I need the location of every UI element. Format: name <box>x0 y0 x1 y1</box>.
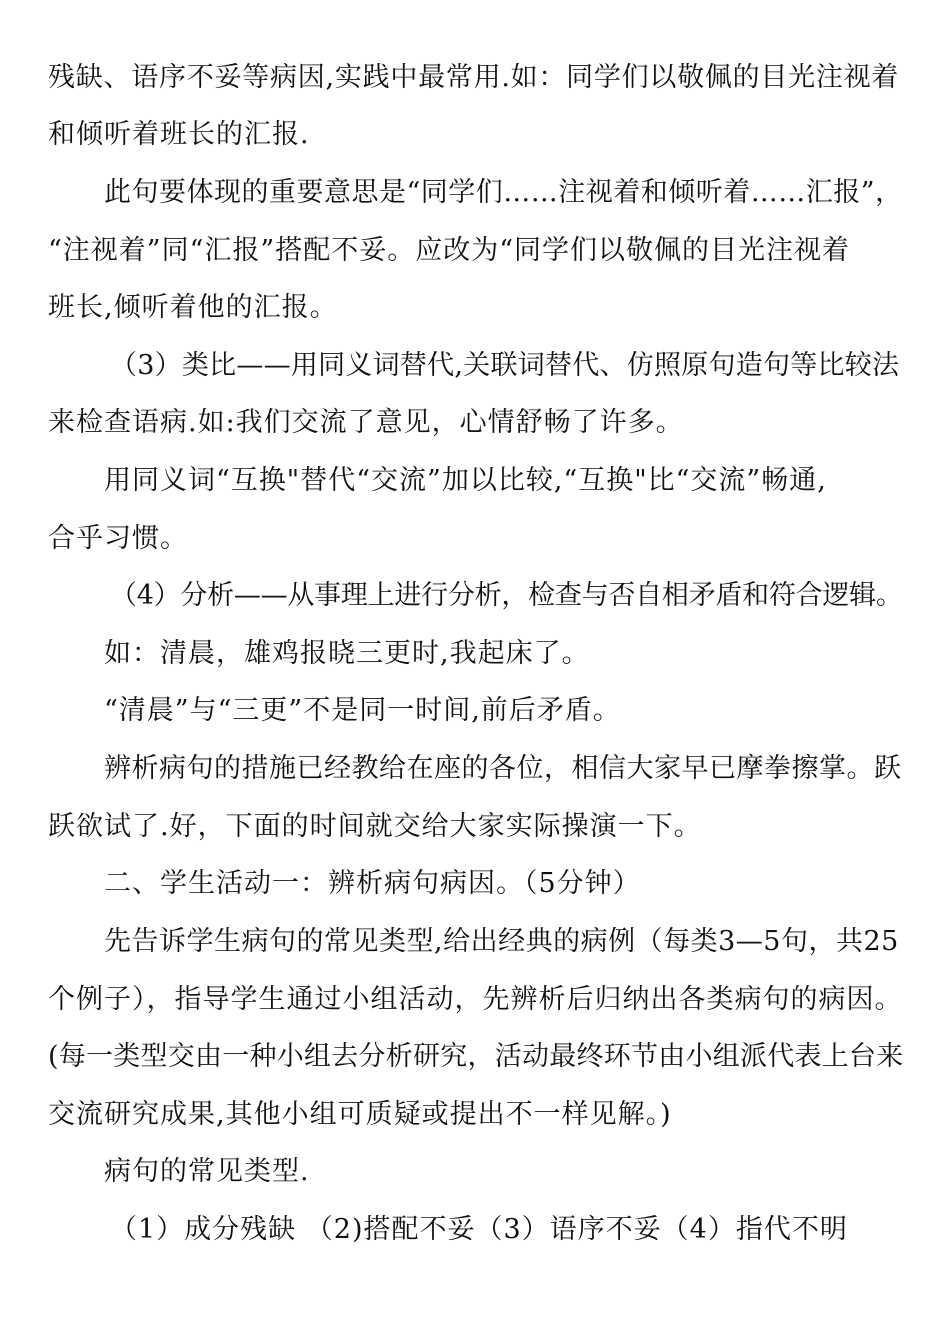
text-line: 班长,倾听着他的汇报。 <box>48 292 338 323</box>
text-line: 和倾听着班长的汇报. <box>48 119 310 150</box>
text-line: 如：清晨，雄鸡报晓三更时,我起床了。 <box>104 638 590 669</box>
text-line: （4）分析——从事理上进行分析，检查与否自相矛盾和符合逻辑。 <box>110 580 903 611</box>
text-line: 跃欲试了.好，下面的时间就交给大家实际操演一下。 <box>48 811 702 842</box>
text-line: “清晨”与“三更”不是同一时间,前后矛盾。 <box>104 695 621 726</box>
text-line: 辨析病句的措施已经教给在座的各位，相信大家早已摩拳擦掌。跃 <box>104 753 902 784</box>
text-line: 先告诉学生病句的常见类型,给出经典的病例（每类3—5句，共25 <box>104 926 899 957</box>
text-line: （1）成分残缺 （2)搭配不妥（3）语序不妥（4）指代不明 <box>110 1214 848 1245</box>
text-line: 残缺、语序不妥等病因,实践中最常用.如：同学们以敬佩的目光注视着 <box>48 62 900 93</box>
text-line: 二、学生活动一：辨析病句病因。（5分钟） <box>104 868 641 899</box>
text-line: 个例子），指导学生通过小组活动，先辨析后归纳出各类病句的病因。 <box>48 984 903 1015</box>
text-line: 来检查语病.如:我们交流了意见，心情舒畅了许多。 <box>48 407 684 438</box>
text-line: 用同义词“互换"替代“交流”加以比较,“互换"比“交流”畅通, <box>104 465 827 496</box>
text-line: “注视着”同“汇报”搭配不妥。应改为“同学们以敬佩的目光注视着 <box>48 235 851 266</box>
text-line: 此句要体现的重要意思是“同学们……注视着和倾听着……汇报”， <box>104 177 903 208</box>
text-line: 病句的常见类型. <box>104 1156 310 1187</box>
text-line: (每一类型交由一种小组去分析研究，活动最终环节由小组派代表上台来 <box>48 1041 904 1072</box>
text-line: 交流研究成果,其他小组可质疑或提出不一样见解。) <box>48 1099 672 1130</box>
text-line: （3）类比——用同义词替代,关联词替代、仿照原句造句等比较法 <box>110 350 900 381</box>
text-line: 合乎习惯。 <box>48 523 188 554</box>
